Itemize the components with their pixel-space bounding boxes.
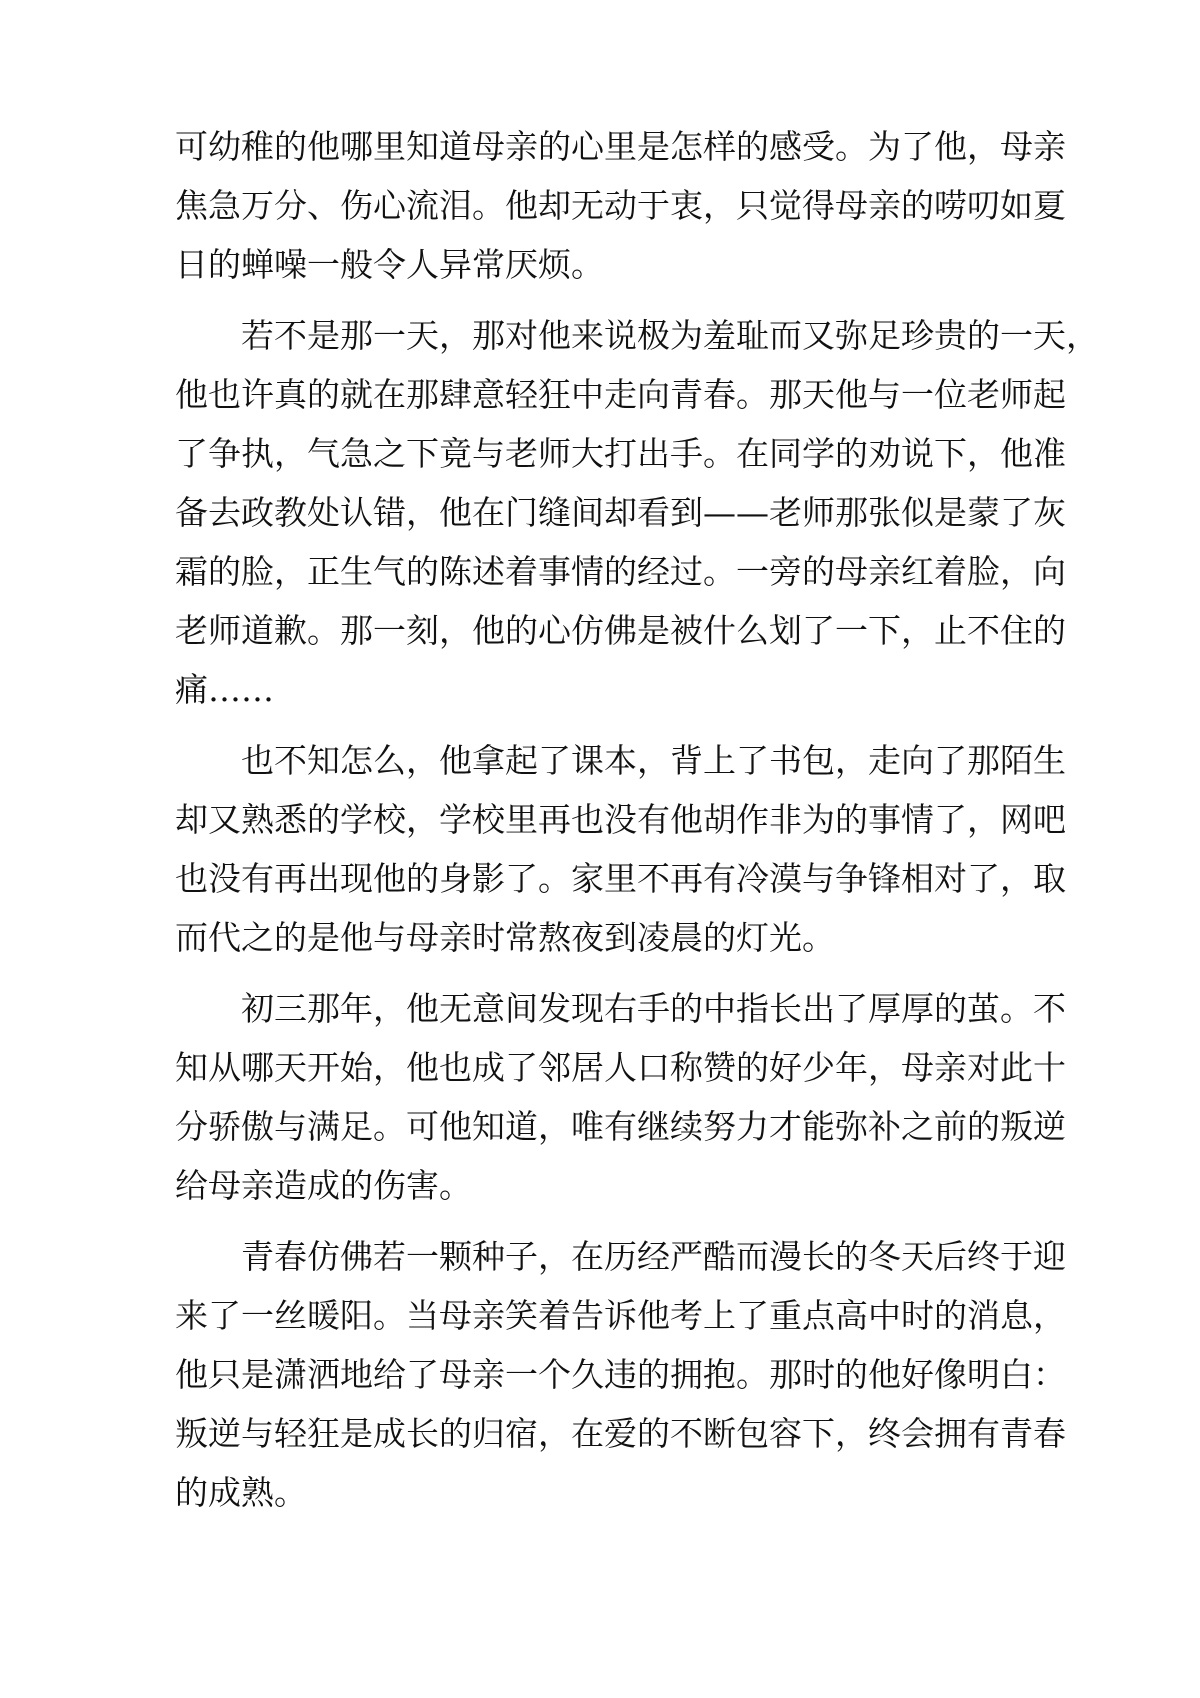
text-line: 痛…… (175, 670, 274, 709)
text-line: 也不知怎么，他拿起了课本，背上了书包，走向了那陌生 (241, 741, 1066, 780)
text-line: 可幼稚的他哪里知道母亲的心里是怎样的感受。为了他，母亲 (175, 127, 1066, 166)
text-line: 知从哪天开始，他也成了邻居人口称赞的好少年，母亲对此十 (175, 1048, 1066, 1087)
text-line: 老师道歉。那一刻，他的心仿佛是被什么划了一下，止不住的 (175, 611, 1066, 650)
text-line: 青春仿佛若一颗种子，在历经严酷而漫长的冬天后终于迎 (241, 1237, 1066, 1276)
text-line: 他只是潇洒地给了母亲一个久违的拥抱。那时的他好像明白： (175, 1355, 1066, 1394)
text-line: 叛逆与轻狂是成长的归宿，在爱的不断包容下，终会拥有青春 (175, 1414, 1066, 1453)
text-line: 焦急万分、伤心流泪。他却无动于衷，只觉得母亲的唠叨如夏 (175, 186, 1066, 225)
paragraph-5 (175, 1227, 1066, 1522)
text-line: 来了一丝暖阳。当母亲笑着告诉他考上了重点高中时的消息， (175, 1296, 1066, 1335)
text-line: 却又熟悉的学校，学校里再也没有他胡作非为的事情了，网吧 (175, 800, 1066, 839)
paragraph-1 (175, 117, 1066, 294)
text-line: 了争执，气急之下竟与老师大打出手。在同学的劝说下，他准 (175, 434, 1066, 473)
text-line: 分骄傲与满足。可他知道，唯有继续努力才能弥补之前的叛逆 (175, 1107, 1066, 1146)
text-line: 给母亲造成的伤害。 (175, 1166, 472, 1205)
text-line: 而代之的是他与母亲时常熬夜到凌晨的灯光。 (175, 918, 835, 957)
text-line: 霜的脸，正生气的陈述着事情的经过。一旁的母亲红着脸，向 (175, 552, 1066, 591)
paragraph-3 (175, 731, 1066, 967)
text-line: 初三那年，他无意间发现右手的中指长出了厚厚的茧。不 (241, 989, 1066, 1028)
text-line: 若不是那一天，那对他来说极为羞耻而又弥足珍贵的一天， (241, 316, 1099, 355)
text-line: 也没有再出现他的身影了。家里不再有冷漠与争锋相对了，取 (175, 859, 1066, 898)
body-text (175, 117, 1099, 1522)
paragraph-4 (175, 979, 1066, 1215)
paragraph-2 (175, 306, 1099, 719)
text-line: 他也许真的就在那肆意轻狂中走向青春。那天他与一位老师起 (175, 375, 1066, 414)
text-line: 备去政教处认错，他在门缝间却看到——老师那张似是蒙了灰 (175, 493, 1066, 532)
text-line: 的成熟。 (175, 1473, 307, 1512)
text-line: 日的蝉噪一般令人异常厌烦。 (175, 245, 604, 284)
